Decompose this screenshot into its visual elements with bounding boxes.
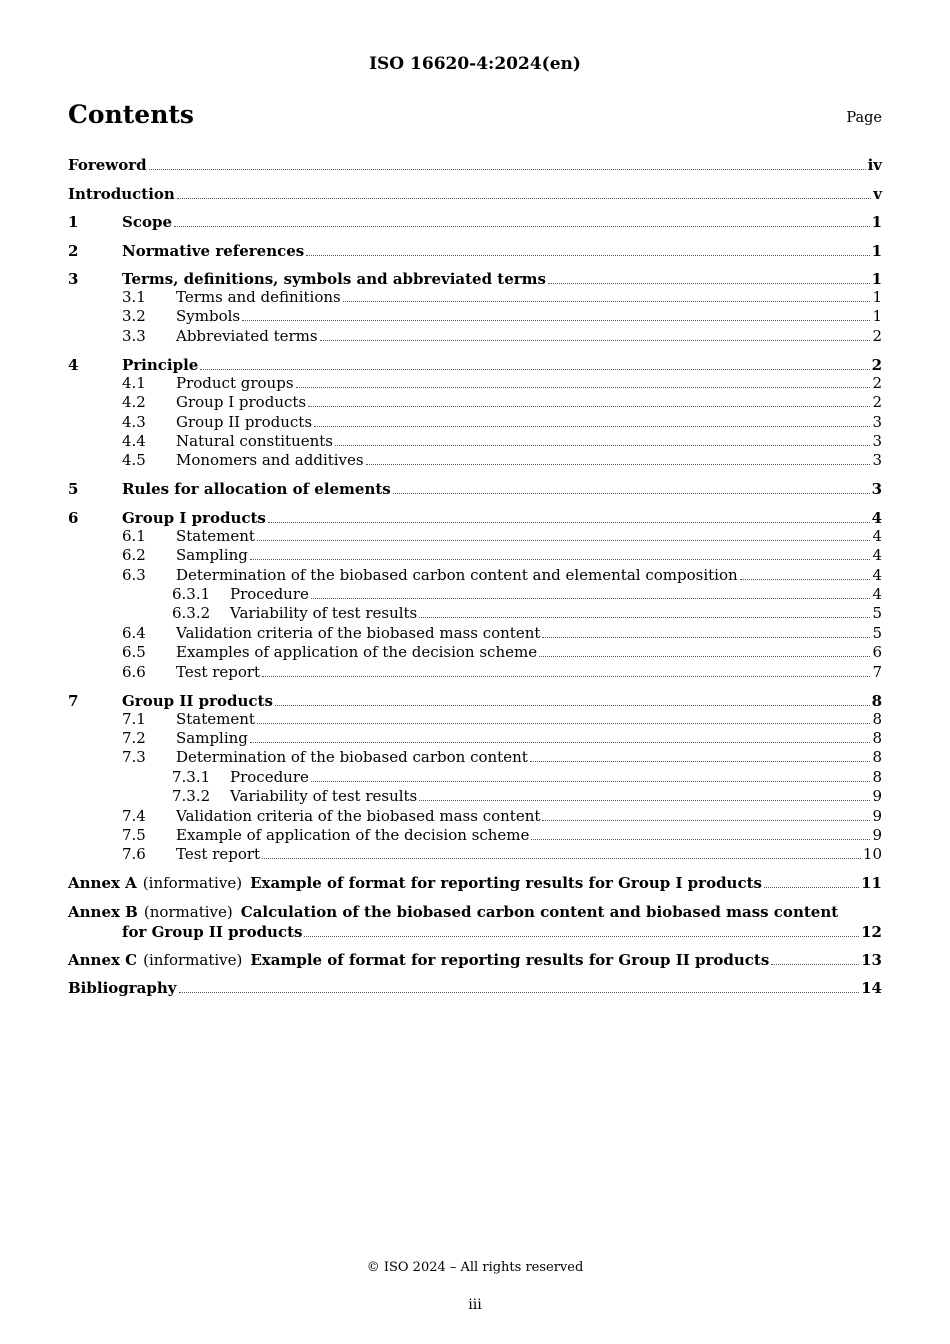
- toc-entry-page: 10: [862, 845, 882, 864]
- toc-entry-6-2[interactable]: [68, 546, 882, 565]
- toc-entry-number: 4: [68, 355, 79, 374]
- toc-entry-page: 2: [871, 355, 882, 374]
- toc-entry-number: 7.3.1: [172, 767, 211, 786]
- toc-entry-number: 6.3.1: [172, 585, 211, 604]
- toc-entry-6-5[interactable]: [68, 643, 882, 662]
- dot-leader: [250, 558, 871, 560]
- dot-leader: [314, 425, 870, 427]
- dot-leader: [306, 254, 869, 256]
- toc-entry-page: 9: [872, 825, 882, 844]
- toc-entry-6-3-2[interactable]: [68, 604, 882, 623]
- toc-entry-title: Terms, definitions, symbols and abbreviated terms: [122, 270, 546, 288]
- toc-entry-title: Bibliography: [68, 979, 177, 998]
- toc-entry-title: Group II products: [122, 691, 273, 710]
- toc-entry-title: Symbols: [176, 307, 241, 326]
- toc-entry-page: 5: [872, 604, 882, 623]
- toc-entry-scope[interactable]: [68, 211, 882, 240]
- annex-kind: (informative): [143, 950, 243, 969]
- toc-entry-3-3[interactable]: [68, 327, 882, 354]
- toc-entry-title: Example of application of the decision scheme: [176, 825, 530, 844]
- toc-entry-page: 9: [872, 806, 882, 825]
- toc-entry-3-2[interactable]: [68, 307, 882, 326]
- dot-leader: [257, 722, 871, 724]
- toc-entry-number: 3.1: [122, 288, 146, 306]
- dot-leader: [393, 492, 870, 494]
- dot-leader: [343, 300, 871, 302]
- toc-entry-number: 4.4: [122, 431, 146, 450]
- annex-kind: (informative): [142, 874, 243, 893]
- toc-entry-title: Natural constituents: [176, 431, 334, 450]
- toc-entry-title: Abbreviated terms: [176, 326, 318, 345]
- annex-kind: (normative): [143, 902, 233, 921]
- toc-entry-number: 6.5: [122, 643, 146, 662]
- page-number: iii: [468, 1297, 482, 1313]
- dot-leader: [419, 799, 870, 801]
- toc-entry-group-ii[interactable]: [68, 690, 882, 710]
- dot-leader: [149, 168, 866, 170]
- toc-entry-page: 3: [872, 412, 882, 431]
- annex-label: Annex A: [68, 874, 137, 893]
- toc-entry-page: 8: [872, 709, 882, 728]
- toc-entry-6-1[interactable]: [68, 527, 882, 546]
- toc-entry-number: 6.4: [122, 623, 146, 642]
- toc-entry-number: 6.3.2: [172, 604, 211, 623]
- toc-entry-4-4[interactable]: [68, 432, 882, 451]
- dot-leader: [304, 935, 859, 937]
- toc-entry-normative-references[interactable]: [68, 240, 882, 269]
- toc-entry-page: 12: [861, 922, 882, 941]
- toc-entry-page: 5: [872, 623, 882, 642]
- toc-entry-number: 7.3: [122, 748, 146, 767]
- toc-entry-7-6[interactable]: [68, 845, 882, 872]
- dot-leader: [771, 963, 859, 965]
- contents-title: Contents: [68, 100, 195, 129]
- toc-entry-number: 7.5: [122, 825, 146, 844]
- toc-entry-title: Validation criteria of the biobased mass content: [176, 623, 541, 642]
- toc-entry-principle[interactable]: [68, 354, 882, 374]
- annex-label: Annex C: [68, 950, 138, 969]
- toc-entry-title: Procedure: [230, 767, 309, 786]
- dot-leader: [177, 197, 871, 199]
- annex-b-second-line: [68, 921, 882, 949]
- dot-leader: [542, 636, 870, 638]
- dot-leader: [740, 578, 871, 580]
- dot-leader: [308, 405, 870, 407]
- dot-leader: [250, 741, 871, 743]
- toc-entry-7-4[interactable]: [68, 807, 882, 826]
- toc-entry-7-3-2[interactable]: [68, 787, 882, 806]
- toc-entry-page: 3: [872, 451, 882, 470]
- toc-entry-number: 2: [68, 241, 79, 260]
- toc-entry-title: Example of format for reporting results for Group II products: [250, 950, 770, 969]
- annex-label: Annex B: [68, 902, 138, 921]
- toc-entry-title: Validation criteria of the biobased mass content: [176, 806, 541, 825]
- toc-entry-number: 7.3.2: [172, 787, 211, 806]
- toc-entry-6-3-1[interactable]: [68, 585, 882, 604]
- toc-entry-6-6[interactable]: [68, 663, 882, 690]
- toc-entry-page: 1: [872, 288, 882, 306]
- toc-entry-page: 4: [872, 526, 882, 545]
- toc-entry-annex-a[interactable]: [68, 872, 882, 901]
- toc-entry-number: 4.1: [122, 373, 146, 392]
- toc-entry-number: 6.6: [122, 662, 146, 681]
- toc-entry-terms[interactable]: [68, 268, 882, 288]
- toc-entry-title: Calculation of the biobased carbon content and biobased mass content: [240, 902, 839, 921]
- copyright-notice: © ISO 2024 – All rights reserved: [366, 1260, 584, 1275]
- toc-entry-7-5[interactable]: [68, 826, 882, 845]
- toc-entry-page: 11: [861, 874, 882, 893]
- dot-leader: [275, 704, 870, 706]
- toc-entry-page: 2: [872, 326, 882, 345]
- dot-leader: [335, 444, 870, 446]
- annex-b-first-line: [68, 901, 882, 921]
- toc-entry-page: 1: [871, 241, 882, 260]
- toc-entry-number: 4.3: [122, 412, 146, 431]
- toc-entry-title: Test report: [176, 662, 261, 681]
- toc-entry-page: 1: [872, 307, 882, 326]
- toc-entry-title: Test report: [176, 845, 261, 864]
- toc-entry-title: Sampling: [176, 546, 248, 565]
- toc-entry-title: Normative references: [122, 241, 305, 260]
- toc-entry-title: Terms and definitions: [176, 288, 341, 306]
- toc-entry-number: 6: [68, 508, 79, 527]
- toc-entry-number: 6.1: [122, 526, 146, 545]
- toc-entry-page: 8: [872, 728, 882, 747]
- toc-entry-number: 6.2: [122, 546, 146, 565]
- dot-leader: [200, 368, 869, 370]
- dot-leader: [366, 463, 871, 465]
- dot-leader: [257, 539, 871, 541]
- toc-entry-title: Examples of application of the decision scheme: [176, 643, 538, 662]
- dot-leader: [539, 655, 870, 657]
- toc-entry-title: Principle: [122, 355, 199, 374]
- toc-entry-page: v: [873, 184, 882, 203]
- toc-entry-4-1[interactable]: [68, 374, 882, 393]
- toc-entry-page: 4: [872, 565, 882, 584]
- dot-leader: [548, 282, 870, 284]
- dot-leader: [179, 991, 860, 993]
- dot-leader: [268, 521, 870, 523]
- dot-leader: [311, 780, 871, 782]
- toc-entry-title: Determination of the biobased carbon content: [176, 748, 528, 767]
- dot-leader: [320, 339, 871, 341]
- toc-entry-page: 8: [872, 748, 882, 767]
- toc-entry-page: 4: [872, 546, 882, 565]
- toc-entry-number: 4.2: [122, 393, 146, 412]
- toc-entry-page: 1: [871, 270, 882, 288]
- toc-entry-title: Example of format for reporting results for Group I products: [250, 874, 762, 893]
- toc-entry-title: Group II products: [176, 412, 313, 431]
- toc-entry-allocation-rules[interactable]: [68, 478, 882, 507]
- toc-entry-group-i[interactable]: [68, 507, 882, 527]
- toc-entry-introduction[interactable]: [68, 183, 882, 212]
- toc-entry-page: 2: [872, 373, 882, 392]
- toc-entry-title: Product groups: [176, 373, 294, 392]
- toc-entry-7-2[interactable]: [68, 729, 882, 748]
- toc-entry-title: Rules for allocation of elements: [122, 480, 391, 499]
- dot-leader: [542, 819, 870, 821]
- toc-entry-page: 8: [871, 691, 882, 710]
- toc-entry-page: 7: [872, 662, 882, 681]
- toc-entry-page: 4: [871, 508, 882, 527]
- toc-entry-4-2[interactable]: [68, 393, 882, 412]
- toc-entry-6-4[interactable]: [68, 624, 882, 643]
- toc-entry-7-3[interactable]: [68, 748, 882, 767]
- toc-entry-title: Variability of test results: [230, 604, 418, 623]
- toc-entry-title-continued: for Group II products: [122, 922, 303, 941]
- dot-leader: [764, 886, 859, 888]
- toc-entry-page: 8: [872, 767, 882, 786]
- toc-entry-6-3[interactable]: [68, 566, 882, 585]
- toc-entry-page: 4: [872, 585, 882, 604]
- toc-entry-title: Procedure: [230, 585, 309, 604]
- toc-entry-title: Variability of test results: [230, 787, 418, 806]
- toc-entry-title: Scope: [122, 213, 173, 231]
- toc-entry-number: 3.2: [122, 307, 146, 326]
- table-of-contents: [68, 154, 882, 1006]
- toc-entry-number: 7.4: [122, 806, 146, 825]
- toc-entry-number: 3.3: [122, 326, 146, 345]
- toc-entry-title: Statement: [176, 709, 255, 728]
- toc-entry-annex-b[interactable]: [68, 901, 882, 949]
- toc-entry-title: Group I products: [122, 508, 266, 527]
- toc-entry-number: 7.6: [122, 845, 146, 864]
- dot-leader: [530, 760, 871, 762]
- toc-entry-title: Sampling: [176, 728, 248, 747]
- toc-entry-page: 6: [872, 643, 882, 662]
- toc-entry-number: 7.2: [122, 728, 146, 747]
- page-column-label: Page: [846, 110, 882, 126]
- toc-entry-number: 7.1: [122, 709, 146, 728]
- toc-entry-title: Statement: [176, 526, 255, 545]
- dot-leader: [242, 319, 870, 321]
- document-id: ISO 16620-4:2024(en): [369, 54, 581, 74]
- toc-entry-title: Group I products: [176, 393, 307, 412]
- toc-entry-page: iv: [867, 156, 882, 174]
- dot-leader: [262, 857, 861, 859]
- dot-leader: [296, 386, 871, 388]
- toc-entry-page: 3: [871, 480, 882, 499]
- toc-entry-bibliography[interactable]: [68, 977, 882, 1006]
- toc-entry-annex-c[interactable]: [68, 949, 882, 978]
- toc-entry-number: 3: [68, 270, 79, 288]
- dot-leader: [419, 616, 870, 618]
- toc-entry-foreword[interactable]: [68, 154, 882, 183]
- dot-leader: [531, 838, 870, 840]
- toc-entry-number: 6.3: [122, 565, 146, 584]
- toc-entry-number: 7: [68, 691, 79, 710]
- toc-entry-4-3[interactable]: [68, 413, 882, 432]
- dot-leader: [311, 597, 871, 599]
- toc-entry-page: 2: [872, 393, 882, 412]
- toc-entry-page: 9: [872, 787, 882, 806]
- toc-entry-3-1[interactable]: [68, 288, 882, 307]
- toc-entry-page: 3: [872, 431, 882, 450]
- toc-entry-title: Introduction: [68, 184, 175, 203]
- toc-entry-number: 4.5: [122, 451, 146, 470]
- toc-entry-title: Foreword: [68, 156, 147, 174]
- toc-entry-page: 14: [861, 979, 882, 998]
- toc-entry-page: 13: [861, 950, 882, 969]
- dot-leader: [262, 675, 870, 677]
- dot-leader: [174, 225, 870, 227]
- toc-entry-number: 1: [68, 213, 79, 231]
- toc-entry-7-1[interactable]: [68, 710, 882, 729]
- toc-entry-title: Monomers and additives: [176, 451, 364, 470]
- toc-entry-page: 1: [871, 213, 882, 231]
- toc-entry-number: 5: [68, 480, 79, 499]
- toc-entry-4-5[interactable]: [68, 451, 882, 478]
- toc-entry-7-3-1[interactable]: [68, 768, 882, 787]
- toc-entry-title: Determination of the biobased carbon content and elemental composition: [176, 565, 738, 584]
